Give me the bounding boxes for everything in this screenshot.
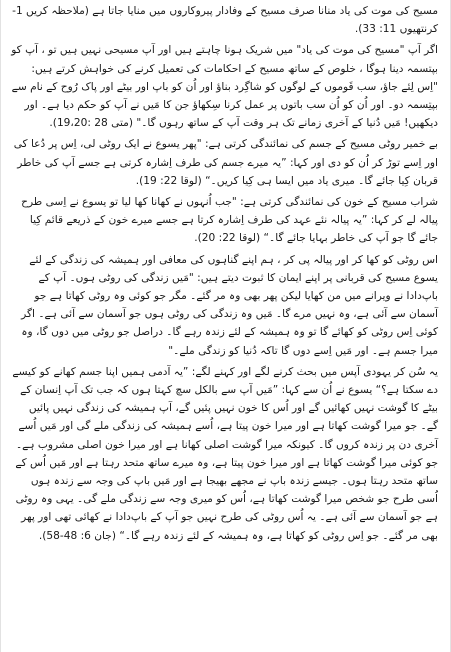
paragraph-wine: شراب مسیح کے خون کی نمائندگی کرتی ہے: "جب اُنہوں نے کھانا کھا لیا تو یسوع نے اِسی طرح پیالہ لے کر کہا: ”یہ پیالہ نئے عہد کی طرف اِشارہ کرتا ہے جسے میرے خون کے ذریعے قائم کِیا جائے گا جو آپ کی خاطر بہایا جائے گا۔“ (لوقا 22: 20). (21, 196, 438, 245)
paragraph-bread-of-life: اس روٹی کو کھا کر اور پیالہ پی کر ، ہم اپنے گناہوں کی معافی اور ہمیشہ کی زندگی کے لئے یسوع مسیح کی قربانی پر اپنے ایمان کا ثبوت دیتے ہیں: "مَیں زندگی کی روٹی ہوں۔ آپ کے باپ‌دادا نے ویرانے میں من کھایا لیکن پھر بھی وہ مر گئے۔ مگر جو کوئی وہ روٹی کھاتا ہے جو آسمان سے آئی ہے، وہ نہیں مرے گا۔ مَیں وہ زندگی کی روٹی ہوں جو آسمان سے آئی ہے۔ اگر کوئی اِس روٹی کو کھائے گا تو وہ ہمیشہ کے لئے زندہ رہے گا۔ دراصل جو روٹی میں دوں گا، وہ میرا جسم ہے۔ اور مَیں اِسے دوں گا تاکہ دُنیا کو زندگی ملے۔" (21, 253, 438, 357)
paragraph-memorial-participants: مسیح کی موت کی یاد منانا صرف مسیح کے وفادار پیروکاروں میں منایا جاتا ہے (ملاحظہ کریں 1-کرنتھیوں 11: 33). (12, 5, 438, 36)
paragraph-baptism: اگر آپ "مسیح کی موت کی یاد" میں شریک ہونا چاہتے ہیں اور آپ مسیحی نہیں ہیں تو ، آپ کو بپتسمہ دینا ہوگا ، خلوص کے ساتھ مسیح کے احکامات کی تعمیل کرنے کی خواہش کرتے ہیں: "اِس لِئے جاؤ، سب قَوموں کے لوگوں کو شاگِرد بناؤ اور اُن کو باپ اور بیٹے اور پاک رُوح کے نام سے بپتِسمہ دو۔ اور اُن کو اُن سب باتوں پر عمل کرنا سِکھاؤ جن کا مَیں نے آپ کو حکم دیا ہے۔ اور دیکھیں! مَیں دُنیا کے آخری زمانے تک ہر وقت آپ کے ساتھ رہوں گا۔" (متی 28 :19،20). (11, 44, 438, 130)
paragraph-john-6: یہ سُن کر یہودی آپس میں بحث کرنے لگے اور کہنے لگے: ”یہ آدمی ہمیں اپنا جسم کھانے کو کیسے دے سکتا ہے؟“ یسوع نے اُن سے کہا: ”مَیں آپ سے بالکل سچ کہتا ہوں کہ جب تک آپ اِنسان کے بیٹے کا گوشت نہیں کھائیں گے اور اُس کا خون نہیں پئیں گے، آپ ہمیشہ کی زندگی نہیں پائیں گے۔ جو میرا گوشت کھاتا ہے اور میرا خون پیتا ہے، اُسے ہمیشہ کی زندگی ملے گی اور مَیں اُسے آخری دن پر زندہ کروں گا۔ کیونکہ میرا گوشت اصلی کھانا ہے اور میرا خون اصلی مشروب ہے۔ جو کوئی میرا گوشت کھاتا ہے اور میرا خون پیتا ہے، وہ میرے ساتھ متحد رہتا ہے اور مَیں اُس کے ساتھ متحد رہتا ہوں۔ جیسے زندہ باپ نے مجھے بھیجا ہے اور مَیں باپ کی وجہ سے زندہ ہوں اُسی طرح جو شخص میرا گوشت کھاتا ہے، اُس کو میری وجہ سے زندگی ملے گی۔ یہی وہ روٹی ہے جو آسمان سے آئی ہے۔ یہ اُس روٹی کی طرح نہیں جو آپ کے باپ‌دادا نے کھائی تھی اور پھر بھی مر گئے۔ جو اِس روٹی کو کھاتا ہے، وہ ہمیشہ کے لئے زندہ رہے گا۔“ (جان 6: 48-58). (12, 365, 438, 542)
paragraph-unleavened-bread: بے خمیر روٹی مسیح کے جسم کی نمائندگی کرتی ہے: "پھر یسوع نے ایک روٹی لی، اِس پر دُعا کی اور اِسے توڑ کر اُن کو دی اور کہا: ”یہ میرے جسم کی طرف اِشارہ کرتی ہے جسے آپ کی خاطر قربان کِیا جائے گا۔ میری یاد میں ایسا ہی کِیا کریں۔“ (لوقا 22: 19). (13, 138, 438, 187)
